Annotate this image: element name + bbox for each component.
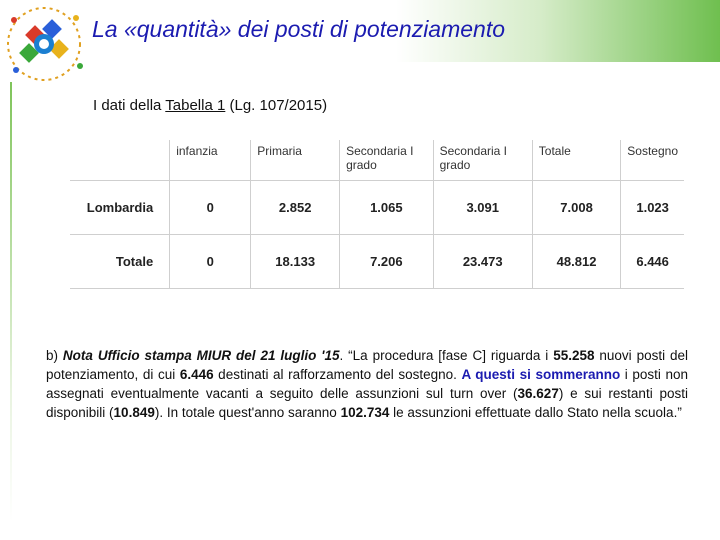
header-cell-totale: Totale — [532, 140, 620, 181]
table-cell: 2.852 — [251, 181, 340, 235]
caption-suffix: (Lg. 107/2015) — [225, 97, 328, 114]
press-note-source: Nota Ufficio stampa MIUR del 21 luglio '15 — [62, 348, 340, 363]
para-number: 36.627 — [517, 386, 559, 401]
header-cell-primaria: Primaria — [251, 140, 340, 181]
para-highlight: A questi si sommeranno — [461, 367, 621, 382]
caption-prefix: I dati della — [93, 97, 166, 114]
para-text: nuovi posti del potenziamento, di cui — [46, 348, 689, 382]
para-text: ). In totale quest'anno saranno — [154, 405, 341, 420]
table-cell: 6.446 — [621, 235, 684, 289]
table-cell: 23.473 — [433, 235, 532, 289]
table-cell: 0 — [170, 181, 251, 235]
header-cell-secondaria-1: Secondaria I grado — [340, 140, 434, 181]
para-text: ) e sui restanti posti disponibili ( — [46, 386, 688, 420]
page-title: La «quantità» dei posti di potenziamento — [92, 16, 506, 42]
table-caption — [93, 97, 327, 114]
table-cell: 0 — [170, 235, 251, 289]
table-cell: 3.091 — [433, 181, 532, 235]
para-text: le assunzioni effettuate dallo Stato nella scuola.” — [389, 405, 682, 420]
table-cell: 7.206 — [340, 235, 434, 289]
header-cell-infanzia: infanzia — [170, 140, 251, 181]
para-number: 55.258 — [553, 348, 595, 363]
header-cell-sostegno: Sostegno — [621, 140, 684, 181]
table-row — [70, 181, 684, 235]
press-note-paragraph — [46, 346, 688, 422]
header-cell-empty — [70, 140, 170, 181]
caption-link: Tabella 1 — [165, 97, 226, 114]
para-number: 6.446 — [179, 367, 214, 382]
table-cell: 1.065 — [340, 181, 434, 235]
row-label: Totale — [70, 235, 170, 289]
para-text: . “La procedura [fase C] riguarda i — [339, 348, 554, 363]
para-number: 102.734 — [340, 405, 390, 420]
table-header-row — [70, 140, 684, 181]
table-cell: 18.133 — [251, 235, 340, 289]
para-text: i posti non assegnati eventualmente vacanti a seguito delle assunzioni sul turn over ( — [46, 367, 688, 401]
posts-table — [70, 140, 684, 289]
table-cell: 48.812 — [532, 235, 620, 289]
table-cell: 1.023 — [621, 181, 684, 235]
row-label: Lombardia — [70, 181, 170, 235]
left-decorative-rule — [10, 82, 12, 522]
table-row — [70, 235, 684, 289]
para-text: destinati al rafforzamento del sostegno. — [213, 367, 462, 382]
para-number: 10.849 — [113, 405, 155, 420]
header-cell-secondaria-2: Secondaria I grado — [433, 140, 532, 181]
para-text: b) — [46, 348, 63, 363]
table-cell: 7.008 — [532, 181, 620, 235]
school-logo-icon — [0, 0, 100, 100]
